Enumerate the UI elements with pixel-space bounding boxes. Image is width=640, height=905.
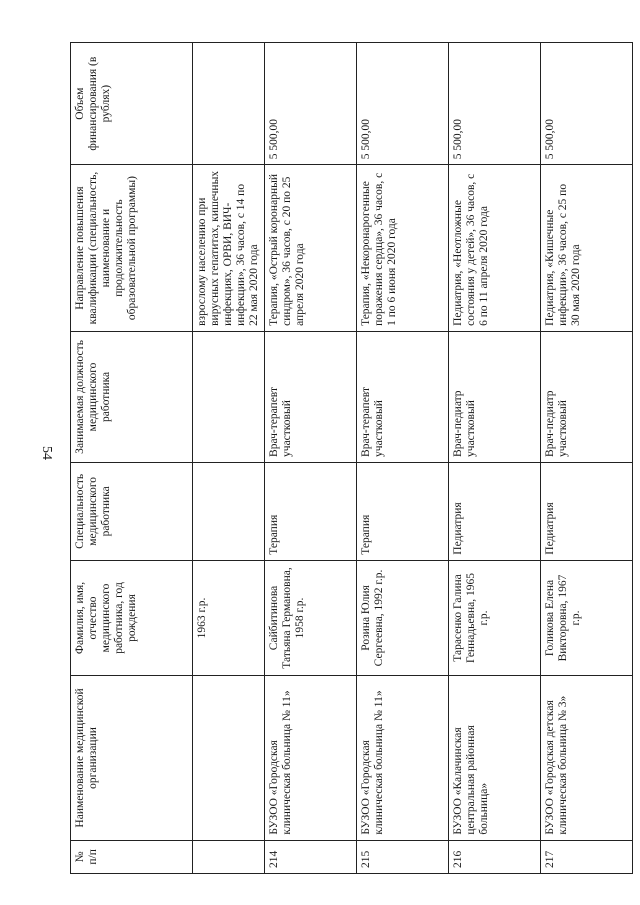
table-row — [449, 43, 541, 874]
rotated-table-container — [70, 42, 618, 874]
cell-dir: Терапия, «Некоронарогенные поражения сердца», 36 часов, с 1 по 6 июня 2020 года — [357, 165, 449, 332]
cell-spec: Педиатрия — [449, 462, 541, 560]
cell-pos: Врач-педиатр участковый — [449, 331, 541, 462]
table-row — [265, 43, 357, 874]
cell-dir: Педиатрия, «Неотложные состояния у детей», 36 часов, с 6 по 11 апреля 2020 года — [449, 165, 541, 332]
header-spec: Специальность медицинского работника — [71, 462, 193, 560]
cell-spec: Терапия — [357, 462, 449, 560]
cell-num: 216 — [449, 840, 541, 873]
cell-pos — [193, 331, 265, 462]
cell-fio: 1963 г.р. — [193, 560, 265, 676]
header-fin: Объем финансирования (в рублях) — [71, 43, 193, 165]
cell-fin — [193, 43, 265, 165]
cell-spec: Педиатрия — [541, 462, 633, 560]
cell-org: БУЗОО «Городская детская клиническая больница № 3» — [541, 676, 633, 840]
header-org: Наименование медицинской организации — [71, 676, 193, 840]
cell-org: БУЗОО «Калачинская центральная районная больница» — [449, 676, 541, 840]
cell-spec — [193, 462, 265, 560]
cell-pos: Врач-терапевт участковый — [265, 331, 357, 462]
cell-fio: Сайбитинова Татьяна Германовна, 1958 г.р. — [265, 560, 357, 676]
cell-pos: Врач-педиатр участковый — [541, 331, 633, 462]
document-sheet — [70, 42, 618, 874]
header-pos: Занимаемая должность медицинского работника — [71, 331, 193, 462]
cell-fin: 5 500,00 — [265, 43, 357, 165]
qualification-table — [70, 42, 633, 874]
cell-spec: Терапия — [265, 462, 357, 560]
cell-org — [193, 676, 265, 840]
header-dir: Направление повышения квалификации (специальность, наименование и продолжительность образовательной программы) — [71, 165, 193, 332]
cell-fin: 5 500,00 — [541, 43, 633, 165]
table-row — [541, 43, 633, 874]
cell-fio: Розина Юлия Сергеевна, 1992 г.р. — [357, 560, 449, 676]
cell-num: 215 — [357, 840, 449, 873]
cell-num — [193, 840, 265, 873]
cell-org: БУЗОО «Городская клиническая больница № 11» — [265, 676, 357, 840]
header-fio: Фамилия, имя, отчество медицинского работника, год рождения — [71, 560, 193, 676]
cell-dir: Педиатрия, «Кишечные инфекции», 36 часов, с 25 по 30 мая 2020 года — [541, 165, 633, 332]
cell-fin: 5 500,00 — [449, 43, 541, 165]
page-number: 54 — [39, 446, 54, 460]
table-row — [357, 43, 449, 874]
cell-dir: Терапия, «Острый коронарный синдром», 36 часов, с 20 по 25 апреля 2020 года — [265, 165, 357, 332]
cell-num: 217 — [541, 840, 633, 873]
table-row-continuation — [193, 43, 265, 874]
cell-fin: 5 500,00 — [357, 43, 449, 165]
header-num: № п/п — [71, 840, 193, 873]
cell-fio: Тарасенко Галина Геннадьевна, 1965 г.р. — [449, 560, 541, 676]
cell-pos: Врач-терапевт участковый — [357, 331, 449, 462]
cell-org: БУЗОО «Городская клиническая больница № 11» — [357, 676, 449, 840]
table-header-row — [71, 43, 193, 874]
cell-dir: взрослому населению при вирусных гепатитах, кишечных инфекциях, ОРВИ, ВИЧ-инфекции», 36 часов, с 14 по 22 мая 2020 года — [193, 165, 265, 332]
cell-num: 214 — [265, 840, 357, 873]
cell-fio: Голикова Елена Викторовна, 1967 г.р. — [541, 560, 633, 676]
